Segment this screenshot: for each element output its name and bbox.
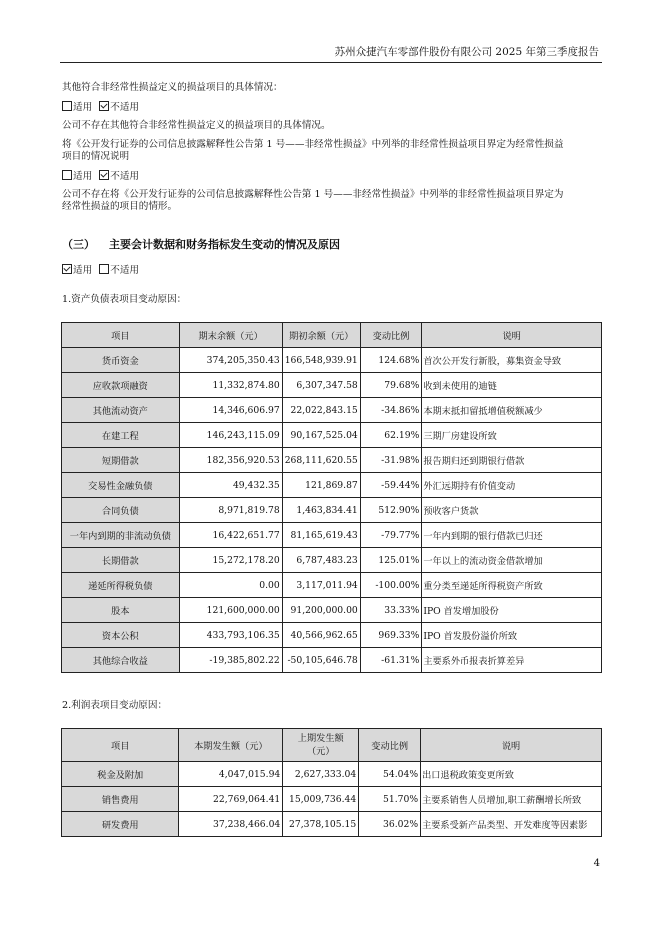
section-number: （三）: [62, 238, 95, 251]
column-header: 变动比例: [360, 323, 422, 348]
explanation-cell: IPO 首发股份溢价所致: [422, 623, 602, 648]
table-header-row: [62, 323, 602, 348]
explanation-cell: 首次公开发行新股，募集资金导致: [422, 348, 602, 373]
explanation-cell: 一年内到期的银行借款已归还: [422, 523, 602, 548]
column-header: 期末余额（元）: [179, 323, 282, 348]
item-name-cell: 交易性金融负债: [62, 473, 180, 498]
header-divider: [60, 62, 602, 63]
table-row: [62, 787, 602, 812]
checkbox-checked-icon: [99, 170, 109, 180]
current-amount-cell: 182,356,920.53: [179, 448, 282, 473]
current-amount-cell: 16,422,651.77: [179, 523, 282, 548]
current-amount-cell: 146,243,115.09: [179, 423, 282, 448]
current-amount-cell: 15,272,178.20: [179, 548, 282, 573]
change-ratio-cell: 124.68%: [360, 348, 422, 373]
change-ratio-cell: -79.77%: [360, 523, 422, 548]
column-header: 说明: [421, 729, 602, 762]
current-amount-cell: 374,205,350.43: [179, 348, 282, 373]
item-name-cell: 其他综合收益: [62, 648, 180, 673]
column-header: 说明: [422, 323, 602, 348]
column-header: 期初余额（元）: [282, 323, 360, 348]
change-ratio-cell: 51.70%: [359, 787, 421, 812]
current-amount-cell: -19,385,802.22: [179, 648, 282, 673]
current-amount-cell: 121,600,000.00: [179, 598, 282, 623]
prior-amount-cell: 22,022,843.15: [282, 398, 360, 423]
item-name-cell: 研发费用: [62, 812, 179, 837]
checkbox-checked-icon: [99, 101, 109, 111]
current-amount-cell: 433,793,106.35: [179, 623, 282, 648]
column-header: 变动比例: [359, 729, 421, 762]
table-row: [62, 348, 602, 373]
item-name-cell: 长期借款: [62, 548, 180, 573]
change-ratio-cell: 79.68%: [360, 373, 422, 398]
item-name-cell: 应收款项融资: [62, 373, 180, 398]
income-statement-change-table: [61, 728, 602, 837]
column-header: 项目: [62, 729, 179, 762]
item-name-cell: 销售费用: [62, 787, 179, 812]
explanation-cell: 报告期归还到期银行借款: [422, 448, 602, 473]
table-row: [62, 498, 602, 523]
item-name-cell: 一年内到期的非流动负债: [62, 523, 180, 548]
prior-amount-cell: 1,463,834.41: [282, 498, 360, 523]
section-heading: [62, 236, 340, 252]
prior-amount-cell: 3,117,011.94: [282, 573, 360, 598]
column-header: 本期发生额（元）: [179, 729, 283, 762]
change-ratio-cell: -100.00%: [360, 573, 422, 598]
explanation-cell: 主要系销售人员增加,职工薪酬增长所致: [421, 787, 602, 812]
item-name-cell: 在建工程: [62, 423, 180, 448]
change-ratio-cell: -59.44%: [360, 473, 422, 498]
balance-sheet-caption: 1.资产负债表项目变动原因：: [62, 294, 187, 305]
item-name-cell: 其他流动资产: [62, 398, 180, 423]
column-header: 上期发生额 （元）: [283, 729, 359, 762]
table-row: [62, 812, 602, 837]
item-name-cell: 股本: [62, 598, 180, 623]
current-amount-cell: 0.00: [179, 573, 282, 598]
change-ratio-cell: 969.33%: [360, 623, 422, 648]
change-ratio-cell: -34.86%: [360, 398, 422, 423]
checkbox-unchecked-icon: [62, 170, 72, 180]
prior-amount-cell: 166,548,939.91: [282, 348, 360, 373]
explanation-cell: 收到未使用的迪链: [422, 373, 602, 398]
item-name-cell: 合同负债: [62, 498, 180, 523]
table-row: [62, 648, 602, 673]
table-row: [62, 423, 602, 448]
prior-amount-cell: 27,378,105.15: [283, 812, 359, 837]
explanation-cell: 主要系外币报表折算差异: [422, 648, 602, 673]
table-row: [62, 448, 602, 473]
income-statement-caption: 2.利润表项目变动原因：: [62, 700, 168, 711]
page-header-title: 苏州众捷汽车零部件股份有限公司 2025 年第三季度报告: [334, 46, 599, 58]
change-ratio-cell: 33.33%: [360, 598, 422, 623]
change-ratio-cell: 125.01%: [360, 548, 422, 573]
prior-amount-cell: 40,566,962.65: [282, 623, 360, 648]
table-row: [62, 623, 602, 648]
applicability-options-1: 适用 不适用: [62, 101, 139, 114]
explanation-cell: 主要系受新产品类型、开发难度等因素影: [421, 812, 602, 837]
prior-amount-cell: 6,307,347.58: [282, 373, 360, 398]
checkbox-unchecked-icon: [62, 101, 72, 111]
applicability-options-2: 适用 不适用: [62, 170, 139, 183]
table-row: [62, 548, 602, 573]
table-header-row: [62, 729, 602, 762]
item-name-cell: 资本公积: [62, 623, 180, 648]
item-name-cell: 递延所得税负债: [62, 573, 180, 598]
table-row: [62, 398, 602, 423]
explanation-cell: 出口退税政策变更所致: [421, 762, 602, 787]
intro-line-4b: 经常性损益的项目的情形。: [62, 201, 178, 212]
item-name-cell: 短期借款: [62, 448, 180, 473]
prior-amount-cell: 268,111,620.55: [282, 448, 360, 473]
balance-sheet-change-table: [61, 322, 602, 673]
table-row: [62, 523, 602, 548]
checkbox-checked-icon: [62, 264, 72, 274]
table-row: [62, 598, 602, 623]
page-number: 4: [593, 858, 600, 869]
intro-line-2: 公司不存在其他符合非经常性损益定义的损益项目的具体情况。: [62, 120, 331, 131]
intro-line-4a: 公司不存在将《公开发行证券的公司信息披露解释性公告第 1 号——非经常性损益》中列举的非经常性损益项目界定为: [62, 189, 564, 200]
current-amount-cell: 11,332,874.80: [179, 373, 282, 398]
prior-amount-cell: 90,167,525.04: [282, 423, 360, 448]
current-amount-cell: 4,047,015.94: [179, 762, 283, 787]
current-amount-cell: 49,432.35: [179, 473, 282, 498]
explanation-cell: 外汇远期持有价值变动: [422, 473, 602, 498]
prior-amount-cell: 121,869.87: [282, 473, 360, 498]
intro-line-3b: 项目的情况说明: [62, 151, 130, 162]
table-row: [62, 473, 602, 498]
applicability-options-3: 适用 不适用: [62, 264, 139, 277]
change-ratio-cell: -61.31%: [360, 648, 422, 673]
explanation-cell: IPO 首发增加股份: [422, 598, 602, 623]
prior-amount-cell: 2,627,333.04: [283, 762, 359, 787]
table-row: [62, 762, 602, 787]
table-row: [62, 573, 602, 598]
explanation-cell: 预收客户货款: [422, 498, 602, 523]
prior-amount-cell: 6,787,483.23: [282, 548, 360, 573]
current-amount-cell: 14,346,606.97: [179, 398, 282, 423]
checkbox-unchecked-icon: [99, 264, 109, 274]
change-ratio-cell: 36.02%: [359, 812, 421, 837]
prior-amount-cell: 91,200,000.00: [282, 598, 360, 623]
section-title: 主要会计数据和财务指标发生变动的情况及原因: [109, 238, 340, 251]
prior-amount-cell: 81,165,619.43: [282, 523, 360, 548]
item-name-cell: 货币资金: [62, 348, 180, 373]
explanation-cell: 三期厂房建设所致: [422, 423, 602, 448]
change-ratio-cell: -31.98%: [360, 448, 422, 473]
explanation-cell: 一年以上的流动资金借款增加: [422, 548, 602, 573]
intro-line-1: 其他符合非经常性损益定义的损益项目的具体情况：: [62, 82, 283, 93]
explanation-cell: 本期末抵扣留抵增值税额减少: [422, 398, 602, 423]
intro-line-3a: 将《公开发行证券的公司信息披露解释性公告第 1 号——非经常性损益》中列举的非经常性损益项目界定为经常性损益: [62, 139, 564, 150]
current-amount-cell: 22,769,064.41: [179, 787, 283, 812]
item-name-cell: 税金及附加: [62, 762, 179, 787]
explanation-cell: 重分类至递延所得税资产所致: [422, 573, 602, 598]
table-row: [62, 373, 602, 398]
column-header: 项目: [62, 323, 180, 348]
change-ratio-cell: 512.90%: [360, 498, 422, 523]
change-ratio-cell: 62.19%: [360, 423, 422, 448]
prior-amount-cell: 15,009,736.44: [283, 787, 359, 812]
change-ratio-cell: 54.04%: [359, 762, 421, 787]
current-amount-cell: 37,238,466.04: [179, 812, 283, 837]
prior-amount-cell: -50,105,646.78: [282, 648, 360, 673]
current-amount-cell: 8,971,819.78: [179, 498, 282, 523]
